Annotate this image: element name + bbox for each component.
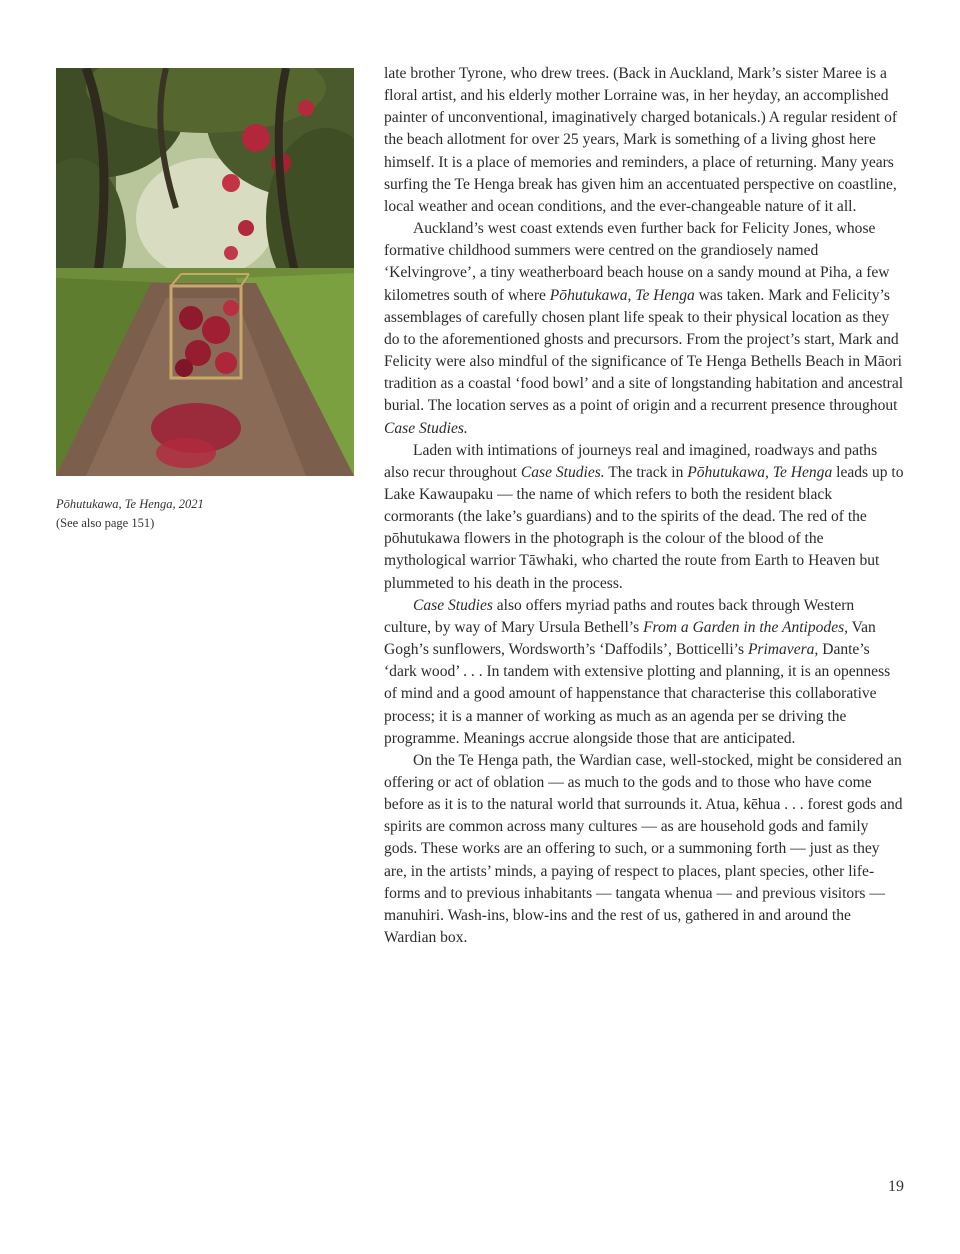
italic-title: From a Garden in the Antipodes,: [643, 618, 849, 636]
figure-photo: [56, 68, 354, 476]
figure-caption: [56, 495, 356, 533]
italic-title: Case Studies.: [520, 463, 605, 481]
text-run: Laden with intimations of journeys real and imagined, roadways and paths also recur throughout: [384, 441, 878, 481]
caption-title: Pōhutukawa, Te Henga, 2021: [56, 497, 204, 511]
body-text: [384, 63, 904, 949]
paragraph: [384, 750, 904, 949]
text-run: late brother Tyrone, who drew trees. (Back in Auckland, Mark’s sister Maree is a floral artist, and his elderly mother Lorraine was, in her heyday, an accomplished painter of unconventional, imaginatively charged botanicals.) A regular resident of the beach allotment for over 25 years, Mark is something of a living ghost here himself. It is a place of memories and reminders, a place of returning. Many years surfing the Te Henga break has given him an accentuated perspective on coastline, local weather and ocean conditions, and the ever-changeable nature of it all.: [384, 65, 898, 215]
paragraph: [384, 595, 904, 750]
text-run: The track in: [604, 463, 688, 481]
page-number: 19: [888, 1178, 904, 1195]
photo-illustration: [56, 68, 354, 476]
text-run: On the Te Henga path, the Wardian case, well-stocked, might be considered an offering or act of oblation — as much to the gods and to those who have come before as it is to the natural world that surrounds it. Atua, kēhua . . . forest gods and spirits are common across many cultures — as are household gods and family gods. These works are an offering to such, or a summoning forth — just as they are, in the artists’ minds, a paying of respect to places, plant species, other life-forms and to previous inhabitants — tangata whenua — and previous visitors — manuhiri. Wash-ins, blow-ins and the rest of us, gathered in and around the Wardian box.: [384, 751, 903, 947]
text-run: also offers myriad paths and routes back through Western culture, by way of Mary Ursula Bethell’s: [384, 596, 855, 636]
paragraph: [384, 440, 904, 595]
paragraph: [384, 218, 904, 440]
text-run: was taken. Mark and Felicity’s assemblages of carefully chosen plant life speak to their physical location as they do to the aforementioned ghosts and precursors. From the project’s start, Mark and Felicity were also mindful of the significance of Te Henga Bethells Beach in Māori tradition as a coastal ‘food bowl’ and a site of longstanding habitation and ancestral burial. The location serves as a point of origin and a recurrent presence throughout: [384, 286, 904, 415]
italic-title: Case Studies.: [384, 419, 468, 437]
text-run: Dante’s ‘dark wood’ . . . In tandem with extensive plotting and planning, it is an openness of mind and a good amount of happenstance that characterise this collaborative process; it is a manner of working as much as an agenda per se driving the programme. Meanings accrue alongside those that are anticipated.: [384, 641, 891, 747]
caption-note: (See also page 151): [56, 516, 155, 530]
italic-title: Primavera,: [747, 641, 819, 659]
italic-title: Pōhutukawa, Te Henga: [687, 463, 833, 481]
italic-title: Case Studies: [413, 596, 493, 614]
text-run: Auckland’s west coast extends even further back for Felicity Jones, whose formative childhood summers were centred on the grandiosely named ‘Kelvingrove’, a tiny weatherboard beach house on a sandy mound at Piha, a few kilometres south of where: [384, 220, 890, 304]
text-run: leads up to Lake Kawaupaku — the name of which refers to both the resident black cormorants (the lake’s guardians) and to the spirits of the dead. The red of the pōhutukawa flowers in the photograph is the colour of the blood of the mythological warrior Tāwhaki, who charted the route from Earth to Heaven but plummeted to his death in the process.: [384, 463, 904, 592]
text-run: Van Gogh’s sunflowers, Wordsworth’s ‘Daffodils’, Botticelli’s: [384, 618, 876, 659]
paragraph: [384, 63, 904, 218]
italic-title: Pōhutukawa, Te Henga: [549, 286, 695, 304]
